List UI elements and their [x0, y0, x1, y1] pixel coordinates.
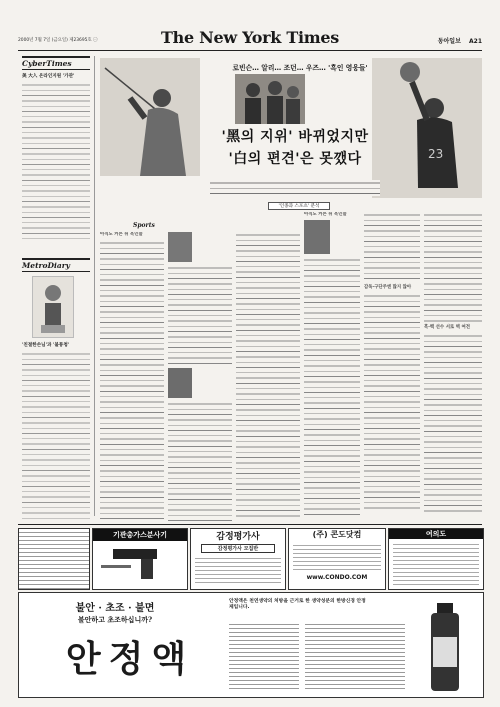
big-ad-info — [305, 621, 405, 691]
feature-kicker: 로빈슨… 알리… 조던… 우즈… '흑인 영웅들' — [232, 64, 368, 72]
big-ad-line1: 불안 · 초조 · 불면 — [75, 603, 155, 614]
metrodiary-column — [22, 258, 90, 518]
cybertimes-body — [22, 82, 90, 242]
article-col1-heading: 아직도 커튼 뒤 흑인들 — [100, 232, 143, 237]
small-ad-2 — [190, 528, 286, 590]
small-ad-1-title: 기관총가스분사기 — [93, 529, 187, 541]
small-ad-3-title: (주) 콘도닷컴 — [312, 530, 362, 539]
cybertimes-subtitle: 美 大入 온라인지원 '가관' — [22, 74, 75, 79]
article-col-2 — [168, 232, 232, 522]
golfer-photo — [100, 58, 200, 176]
cybertimes-title: CyberTimes — [22, 56, 90, 70]
small-ad-4-title: 여의도 — [389, 529, 483, 539]
feature-subhead-label: '인종과 스포츠' 분석 — [268, 202, 330, 210]
sidebar-divider — [94, 56, 95, 516]
center-group-photo — [235, 74, 305, 124]
small-ad-1 — [92, 528, 188, 590]
metrodiary-illustration — [32, 276, 74, 338]
section-label: Sports — [133, 222, 155, 229]
basketball-photo — [372, 58, 482, 198]
small-ad-left-panel — [18, 528, 90, 590]
feature-headline-line1: '黑의 지위' 바뀌었지만 — [221, 129, 369, 145]
big-ad-line2: 불안하고 초조하십니까? — [77, 615, 153, 624]
ads-top-rule — [18, 524, 482, 525]
cybertimes-column — [22, 56, 90, 246]
big-ad-features — [229, 621, 299, 691]
article-col6-heading: 흑·백 선수 서로 벽 여전 — [424, 325, 470, 330]
article-col-6 — [424, 212, 482, 522]
small-ad-3-url[interactable]: www.CONDO.COM — [306, 574, 368, 581]
masthead-rule — [18, 50, 482, 51]
article-col-3 — [236, 232, 300, 522]
article-col5-heading: 감독·구단주엔 많지 않아 — [364, 285, 412, 290]
small-ad-3 — [288, 528, 386, 590]
pistol-icon — [93, 541, 187, 585]
metrodiary-body — [22, 351, 90, 521]
issue-date: 2000년 7월 7일 (금요일) 제23695호 ㊀ — [18, 38, 98, 43]
writer-photo-3 — [304, 220, 330, 254]
feature-headline-line2: '白의 편견'은 못깼다 — [228, 151, 362, 167]
partner-name: 동아일보 — [437, 38, 461, 45]
feature-deck — [210, 180, 380, 196]
metrodiary-title: MetroDiary — [22, 258, 90, 272]
writer-photo-2 — [168, 368, 192, 398]
svg-text:23: 23 — [428, 147, 444, 161]
metrodiary-subtitle: '친절한손님'과 '불통청' — [22, 343, 70, 348]
small-ad-4 — [388, 528, 484, 590]
article-col4-heading: 아직도 커튼 뒤 흑인들 — [304, 212, 347, 217]
article-col-4 — [304, 212, 360, 522]
big-ad-brand: 안정액 — [65, 638, 195, 680]
small-ad-2-title: 감정평가사 — [216, 532, 260, 542]
big-ad-intro: 안정액은 천연생약의 처방을 근거로 한 생약성분의 한방신경 안정제입니다. — [229, 599, 366, 610]
article-col-1 — [100, 232, 164, 522]
page-label — [438, 36, 482, 45]
masthead-title: The New York Times — [161, 28, 339, 47]
article-col-5 — [364, 212, 420, 522]
big-ad — [18, 592, 484, 698]
small-ad-2-subtitle: 감정평가사 모집반 — [201, 544, 275, 553]
product-bottle — [421, 601, 469, 693]
page-number: A21 — [469, 38, 482, 45]
writer-photo-1 — [168, 232, 192, 262]
